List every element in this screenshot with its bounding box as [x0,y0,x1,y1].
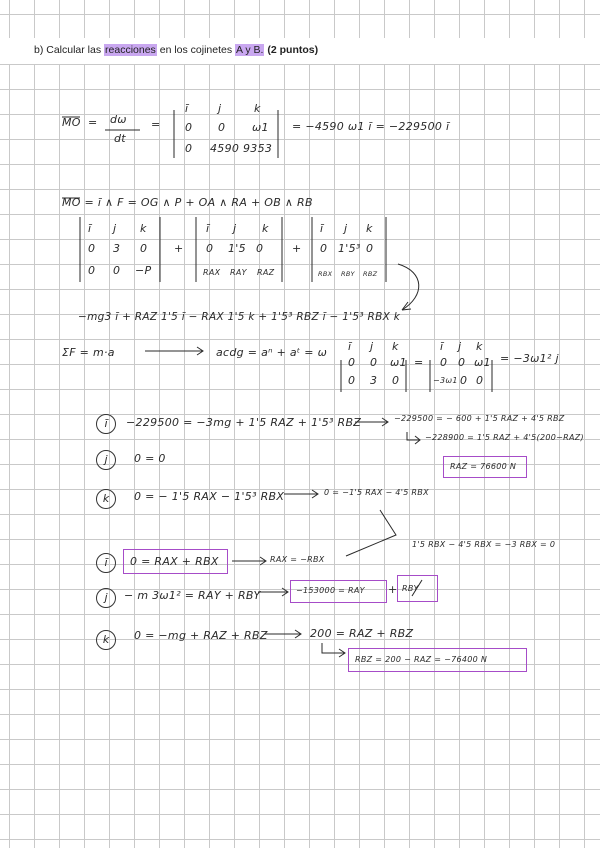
matrix-cell: ī [440,340,444,353]
matrix-cell: RBZ [363,270,378,278]
eq2-plus-1: + [174,242,184,255]
forces-k-hook [322,643,345,653]
sys-j-equation: 0 = 0 [134,452,166,465]
matrix-cell: k [392,340,399,353]
force-j-box [290,580,387,603]
matrix-cell: RAZ [257,268,275,277]
circled-k: k [96,489,116,509]
matrix-cell: j [233,222,237,235]
rbz-value: RBZ = 200 − RAZ = −76400 N [355,655,488,664]
matrix-cell: j [458,340,462,353]
circled-k-2: k [96,630,116,650]
eq1-numerator: dω [110,113,127,126]
matrix-cell: 0 [88,242,96,255]
sys-k-result-1: 0 = −1'5 RAX − 4'5 RBX [324,488,429,497]
matrix-cell: 0 [476,374,484,387]
matrix-cell: 3 [370,374,378,387]
curved-arrow [398,264,419,310]
sys-k-link-line [346,510,396,556]
rby-value: RBY [402,584,419,593]
matrix-cell: ī [206,222,210,235]
sys-i-result-1: −229500 = − 600 + 1'5 RAZ + 4'5 RBZ [394,414,565,423]
matrix-cell: 0 [460,374,468,387]
matrix-cell: ī [88,222,92,235]
matrix-cell: 0 [370,356,378,369]
matrix-cell: RAX [203,268,221,277]
eq3-left: ΣF = m·a [62,346,115,359]
matrix-cell: RAY [230,268,247,277]
matrix-cell: 0 [392,374,400,387]
matrix-cell: 0 [256,242,264,255]
matrix-cell: ω1 [474,356,491,369]
highlight-reacciones: reacciones [105,44,156,56]
matrix-cell: −P [135,264,152,277]
circled-j: j [96,450,116,470]
rbz-box [348,648,527,672]
matrix-cell: ī [348,340,352,353]
matrix-cell: k [140,222,147,235]
force-i-result: RAX = −RBX [270,555,325,564]
matrix-cell: RBY [341,270,355,278]
matrix-cell: k [476,340,483,353]
circled-i: ī [96,414,116,434]
matrix-cell: 0 [366,242,374,255]
matrix-cell: j [113,222,117,235]
force-k-equation: 0 = −mg + RAZ + RBZ [134,629,268,642]
header-middle: en los cojinetes [156,44,236,56]
matrix-cell: 0 [458,356,466,369]
matrix-cell: k [254,102,261,115]
eq1-denominator: dt [114,132,126,145]
highlight-ayb: A y B. [236,44,264,56]
eq1-equals-1: = [88,116,98,129]
curved-arrow-head [402,302,411,310]
force-j-plus: + [388,583,398,596]
matrix-cell: 0 [113,264,121,277]
force-i-box [123,549,228,574]
rby-box [397,575,438,602]
matrix-cell: 9353 [243,142,273,155]
matrix-cell: 0 [320,242,328,255]
matrix-cell: k [262,222,269,235]
circled-j-2: j [96,588,116,608]
matrix-cell: ω1 [252,121,269,134]
matrix-cell: j [218,102,222,115]
points-label: (2 puntos) [267,44,319,56]
matrix-cell: 3 [113,242,121,255]
raz-value: RAZ = 76600 N [450,462,517,471]
matrix-cell: 0 [185,142,193,155]
circled-i-2: ī [96,553,116,573]
raz-box [443,456,527,478]
matrix-cell: ī [320,222,324,235]
matrix-cell: −3ω1 [433,376,458,385]
eq2-result: −mg3 ī + RAZ 1'5 ī − RAX 1'5 k + 1'5³ RBZ ī − 1'5³ RBX k [78,311,401,323]
sys-k-equation: 0 = − 1'5 RAX − 1'5³ RBX [134,490,285,503]
matrix-cell: 0 [140,242,148,255]
matrix-cell: 0 [88,264,96,277]
matrix-cell: RBX [318,270,333,278]
matrix-cell: j [344,222,348,235]
header-prefix: b) Calcular las [34,44,105,56]
eq1-result: = −4590 ω1 ī = −229500 ī [292,120,450,133]
matrix-cell: 1'5 [228,242,246,255]
mo-label: MO [62,116,81,129]
matrix-cell: ω1 [390,356,407,369]
matrix-cell: j [370,340,374,353]
matrix-cell: k [366,222,373,235]
sys-i-equation: −229500 = −3mg + 1'5 RAZ + 1'5³ RBZ [126,416,362,429]
force-i-value: 0 = RAX + RBX [130,555,219,568]
sys-i-result-2: −228900 = 1'5 RAZ + 4'5(200−RAZ) [425,433,584,442]
eq1-equals-2: = [151,118,161,131]
matrix-cell: 0 [348,374,356,387]
eq3-equals: = [414,356,424,369]
matrix-cell: 0 [206,242,214,255]
matrix-cell: 0 [218,121,226,134]
eq2-plus-2: + [292,242,302,255]
matrix-cell: 0 [440,356,448,369]
eq3-middle: acdg = aⁿ + aᵗ = ω [216,346,328,359]
force-j-value: −153000 = RAY [296,586,365,595]
eq3-result: = −3ω1² j [500,352,559,365]
matrix-cell: ī [185,102,189,115]
sys-k-result-2: 1'5 RBX − 4'5 RBX = −3 RBX = 0 [412,540,556,549]
matrix-cell: 1'5³ [338,242,361,255]
matrix-cell: 4590 [210,142,240,155]
force-k-result: 200 = RAZ + RBZ [310,627,414,640]
force-j-equation: − m 3ω1² = RAY + RBY [124,589,261,602]
matrix-cell: 0 [348,356,356,369]
eq2-line: MO = ī ∧ F = OG ∧ P + OA ∧ RA + OB ∧ RB [62,196,313,209]
matrix-cell: 0 [185,121,193,134]
